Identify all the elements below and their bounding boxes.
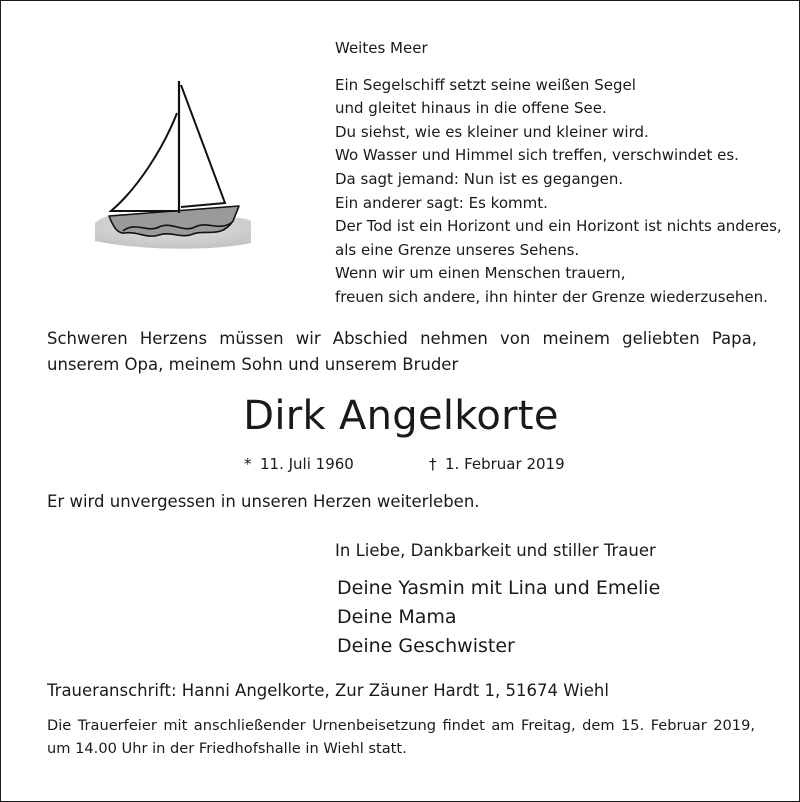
birth-info — [244, 454, 354, 474]
deceased-name: Dirk Angelkorte — [243, 393, 559, 439]
mourner: Deine Mama — [337, 606, 457, 628]
closing-text: In Liebe, Dankbarkeit und stiller Trauer — [335, 541, 656, 560]
poem-line: Da sagt jemand: Nun ist es gegangen. — [335, 169, 624, 188]
intro-text: Schweren Herzens müssen wir Abschied nehmen von meinem geliebten Papa, unserem Opa, meinem Sohn und unserem Bruder — [47, 329, 757, 374]
poem-line: freuen sich andere, ihn hinter der Grenze wiederzusehen. — [335, 287, 768, 306]
poem — [335, 37, 782, 310]
poem-line: Der Tod ist ein Horizont und ein Horizont ist nichts anderes, — [335, 217, 782, 236]
main-sail — [181, 85, 225, 207]
poem-line: Ein Segelschiff setzt seine weißen Segel — [335, 75, 636, 94]
poem-line: und gleitet hinaus in die offene See. — [335, 99, 607, 118]
remembrance-text: Er wird unvergessen in unseren Herzen weiterleben. — [47, 492, 480, 511]
poem-line: als eine Grenze unseres Sehens. — [335, 240, 580, 259]
mourning-address: Traueranschrift: Hanni Angelkorte, Zur Zäuner Hardt 1, 51674 Wiehl — [47, 681, 609, 700]
poem-line: Du siehst, wie es kleiner und kleiner wird. — [335, 122, 649, 141]
jib-sail — [111, 113, 177, 211]
mourner: Deine Geschwister — [337, 635, 515, 657]
sailboat-icon — [93, 71, 253, 251]
funeral-notice: Die Trauerfeier mit anschließender Urnenbeisetzung findet am Freitag, dem 15. Februar 2019, um 14.00 Uhr in der Friedhofshalle in Wiehl statt. — [47, 717, 755, 757]
mourner: Deine Yasmin mit Lina und Emelie — [337, 577, 661, 599]
poem-line: Ein anderer sagt: Es kommt. — [335, 193, 548, 212]
death-date: 1. Februar 2019 — [445, 455, 565, 473]
poem-line: Wo Wasser und Himmel sich treffen, verschwindet es. — [335, 146, 739, 165]
birth-symbol: * — [244, 455, 252, 473]
birth-date: 11. Juli 1960 — [260, 455, 354, 473]
poem-line: Wenn wir um einen Menschen trauern, — [335, 264, 626, 283]
death-symbol: † — [429, 455, 437, 473]
death-info — [429, 454, 565, 474]
mourners-list — [337, 574, 660, 661]
poem-title: Weites Meer — [335, 39, 428, 57]
